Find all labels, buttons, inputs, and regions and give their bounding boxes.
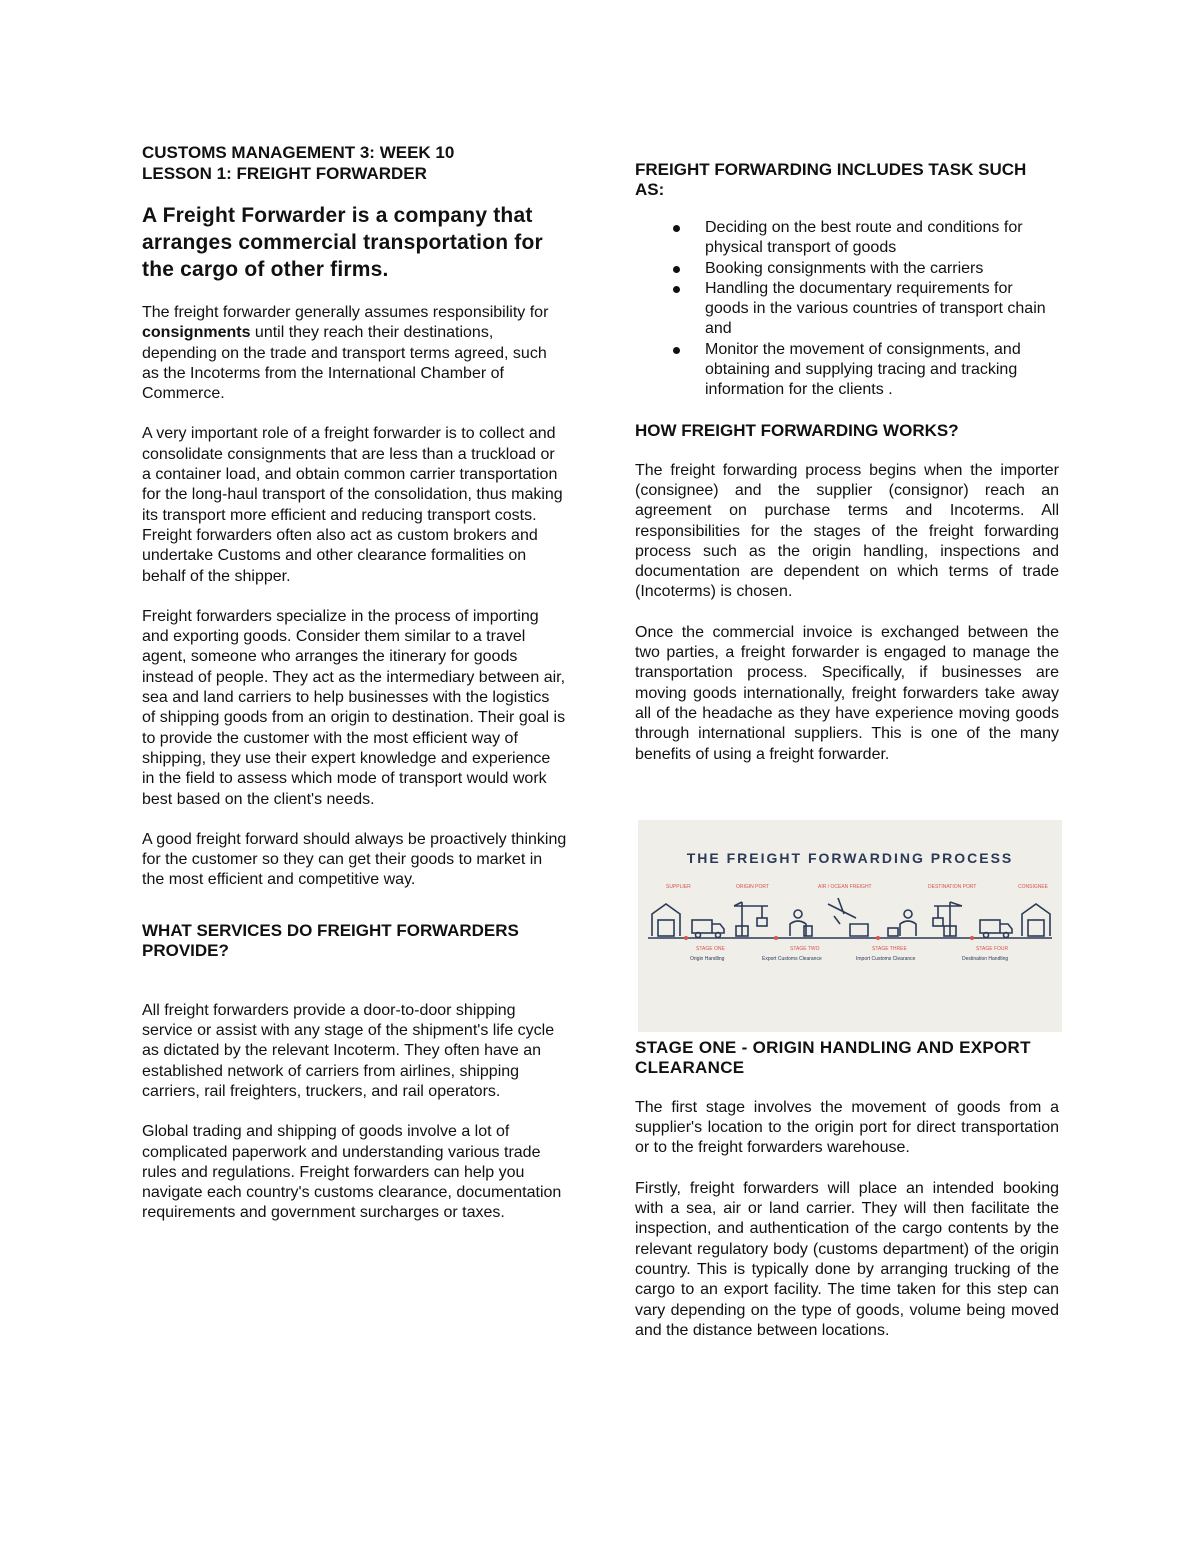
top-label-supplier: SUPPLIER [666,884,691,890]
figure-title: THE FREIGHT FORWARDING PROCESS [686,850,1014,866]
top-label-air-ocean: AIR / OCEAN FREIGHT [818,884,872,890]
consignments-emphasis: consignments [142,324,251,342]
warehouse-icon [1022,904,1050,936]
paragraph-paperwork: Global trading and shipping of goods involve a lot of complicated paperwork and understanding various trade rules and regulations. Freight forwarders can help you navigate each country's customs clearance, documentation requirements and government surcharges or taxes. [142,1123,562,1222]
paragraph-specialize: Freight forwarders specialize in the process of importing and exporting goods. Consider them similar to a travel agent, someone who arranges the itinerary for goods instead of people. They act as the intermediary between air, sea and land carriers to help businesses with the logistics of shipping goods from an origin to destination. Their goal is to provide the customer with the most efficient way of shipping, they use their expert knowledge and experience in the field to assess which mode of transport would work best based on the client's needs. [142,607,566,808]
stage-label: STAGE THREE [872,946,907,952]
stage-marker [774,936,778,940]
stage-marker [876,936,880,940]
customs-officer-icon [790,910,812,936]
crane-icon [933,902,962,936]
paragraph-commercial-invoice: Once the commercial invoice is exchanged between the two parties, a freight forwarder is engaged to manage the transportation process. Specifically, if businesses are moving goods internationally, freight forwarders take away all of the headache as they have experience moving goods through international suppliers. This is one of the many benefits of using a freight forwarder. [635,623,1059,763]
stage-one-heading: STAGE ONE - ORIGIN HANDLING AND EXPORT CLEARANCE [635,1037,1031,1077]
stage-label: STAGE TWO [790,946,820,952]
how-heading: HOW FREIGHT FORWARDING WORKS? [635,420,959,440]
top-label-consignee: CONSIGNEE [1018,884,1049,890]
stage-caption: Import Customs Clearance [856,956,916,962]
right-column [635,160,1059,1361]
lesson-title: LESSON 1: FREIGHT FORWARDER [142,164,427,183]
paragraph-consolidation: A very important role of a freight forwarder is to collect and consolidate consignments that are less than a truckload or a container load, and obtain common carrier transportation for the long-haul transport of the consolidation, thus making its transport more efficient and reducing transport costs. Freight forwarders often also act as custom brokers and undertake Customs and other clearance formalities on behalf of the shipper. [142,425,563,585]
paragraph-proactive: A good freight forward should always be proactively thinking for the customer so they can get their goods to market in the most efficient and competitive way. [142,830,567,889]
services-heading: WHAT SERVICES DO FREIGHT FORWARDERS PROVIDE? [142,920,519,960]
definition-lead: A Freight Forwarder is a company that arranges commercial transportation for the cargo of other firms. [142,204,543,281]
paragraph-door-to-door: All freight forwarders provide a door-to-door shipping service or assist with any stage of the shipment's life cycle as dictated by the relevant Incoterm. They often have an established network of carriers from airlines, shipping carriers, rail freighters, truckers, and rail operators. [142,1001,555,1100]
left-column [142,142,567,1244]
stage-caption: Destination Handling [962,956,1009,962]
paragraph-process-begins: The freight forwarding process begins when the importer (consignee) and the supplier (consignor) reach an agreement on purchase terms and Incoterms. All responsibilities for the stages of the freight forwarding process such as the origin handling, inspections and documentation are dependent on which terms of trade (Incoterms) is chosen. [635,461,1059,601]
inspector-icon [888,910,916,936]
paragraph-responsibility: The freight forwarder generally assumes responsibility for consignments until they reach their destinations, depending on the trade and transport terms agreed, such as the Incoterms from the International Chamber of Commerce. [142,304,549,403]
truck-icon [980,920,1012,938]
paragraph-first-stage: The first stage involves the movement of goods from a supplier's location to the origin port for direct transportation or to the freight forwarders warehouse. [635,1098,1059,1157]
warehouse-icon [652,904,680,936]
document-title: CUSTOMS MANAGEMENT 3: WEEK 10 [142,143,455,162]
truck-icon [692,920,724,938]
process-diagram [638,820,1062,1032]
stage-marker [970,936,974,940]
list-item: Booking consignments with the carriers [705,259,1059,279]
crane-icon [734,902,768,936]
tasks-list [635,218,1059,401]
paragraph-booking: Firstly, freight forwarders will place an intended booking with a sea, air or land carrier. They will then facilitate the inspection, and authentication of the cargo contents by the relevant regulatory body (customs department) of the origin country. This is typically done by arranging trucking of the cargo to an export facility. The time taken for this step can vary depending on the type of goods, volume being moved and the distance between locations. [635,1179,1059,1339]
top-label-origin-port: ORIGIN PORT [736,884,769,890]
airplane-icon [828,898,868,936]
stage-caption: Origin Handling [690,956,725,962]
stage-label: STAGE ONE [696,946,725,952]
tasks-heading: FREIGHT FORWARDING INCLUDES TASK SUCH AS: [635,160,1027,199]
top-label-destination-port: DESTINATION PORT [928,884,977,890]
stage-label: STAGE FOUR [976,946,1009,952]
freight-process-figure [638,820,1062,1032]
stage-caption: Export Customs Clearance [762,956,822,962]
list-item: Monitor the movement of consignments, and obtaining and supplying tracing and tracking information for the clients . [705,340,1059,401]
stage-marker [684,936,688,940]
list-item: Handling the documentary requirements for goods in the various countries of transport chain and [705,279,1059,340]
list-item: Deciding on the best route and conditions for physical transport of goods [705,218,1059,259]
